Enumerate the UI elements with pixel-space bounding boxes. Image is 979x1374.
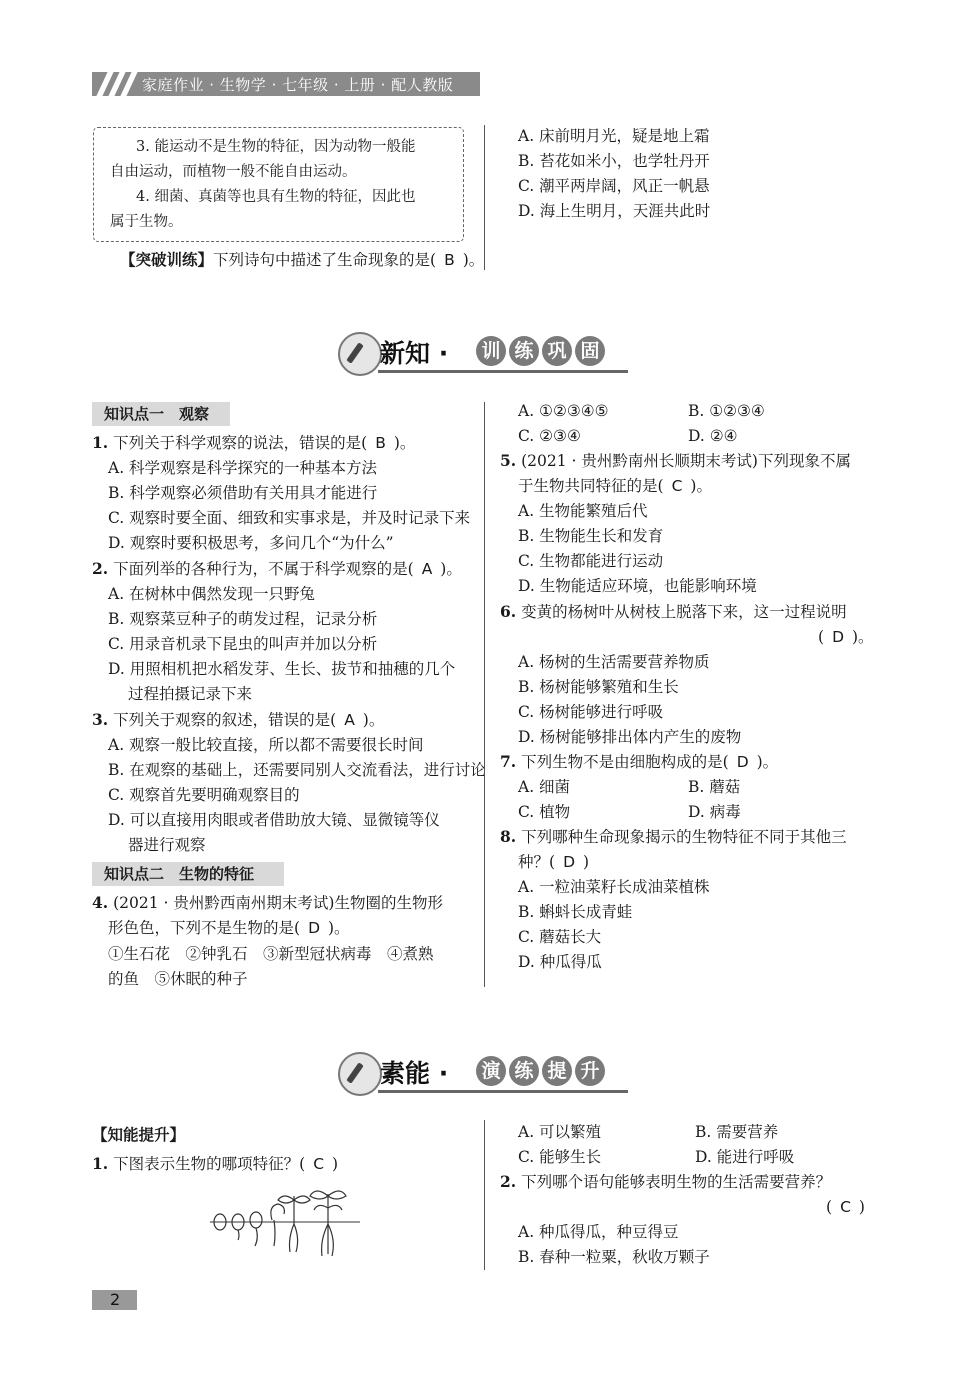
bottom-question-1: 1. 下图表示生物的哪项特征？( C ) [92,1154,339,1173]
column-divider [484,402,485,987]
question-5: 5. (2021 · 贵州黔南州长顺期末考试)下列现象不属 [500,451,851,470]
option: A. 科学观察是科学探究的一种基本方法 [108,459,378,477]
question-1: 1. 下列关于科学观察的说法，错误的是( B )。 [92,433,416,452]
header-bar [92,72,480,96]
question-6: 6. 变黄的杨树叶从树枝上脱落下来，这一过程说明 [500,602,847,621]
answer: B [444,251,455,269]
question-5-cont: 于生物共同特征的是( C )。 [518,477,712,495]
pen-emblem-icon [338,332,382,376]
option: B. 苔花如米小，也学牡丹开 [518,152,710,170]
answer: C [671,477,683,495]
plant-growth-illustration [210,1180,360,1260]
section-title-competence: 素能 · 演 练 提 升 [338,1050,638,1100]
option: B. 需要营养 [695,1123,779,1141]
ability-label: 【知能提升】 [92,1126,186,1144]
option: A. 杨树的生活需要营养物质 [518,653,710,671]
question-8: 8. 下列哪种生命现象揭示的生物特征不同于其他三 [500,827,847,846]
option: D. 能进行呼吸 [695,1148,795,1166]
option: B. 蘑菇 [688,778,741,796]
question-8-cont: 种？( D ) [518,853,590,871]
option: C. 潮平两岸阔，风正一帆悬 [518,177,710,195]
knowledge-point-2: 知识点二 生物的特征 [92,862,284,886]
answer: A [344,711,355,729]
question-7: 7. 下列生物不是由细胞构成的是( D )。 [500,752,779,771]
question-4-items: ①生石花 ②钟乳石 ③新型冠状病毒 ④煮熟 [108,945,434,963]
header-slash-icon [92,72,140,96]
option: D. 生物能适应环境，也能影响环境 [518,577,757,595]
header-title: 家庭作业 · 生物学 · 七年级 · 上册 · 配人教版 [142,76,454,94]
option: B. 观察菜豆种子的萌发过程，记录分析 [108,610,378,628]
answer: A [421,560,433,578]
option: A. 细菌 [518,778,571,796]
question-4-items: 的鱼 ⑤休眠的种子 [108,970,248,988]
option: B. 生物能生长和发育 [518,527,664,545]
knowledge-point-1: 知识点一 观察 [92,402,230,426]
question-6-answer: ( D )。 [818,628,874,646]
option: D. 海上生明月，天涯共此时 [518,202,711,220]
question-4-cont: 形色色，下列不是生物的是( D )。 [108,919,350,937]
option: D. 杨树能够排出体内产生的废物 [518,728,742,746]
option: A. 可以繁殖 [518,1123,602,1141]
answer: C [313,1155,325,1173]
answer: C [840,1198,851,1216]
option: D. 病毒 [688,803,741,821]
breakthrough-label: 【突破训练】 [120,251,214,269]
option: A. 床前明月光，疑是地上霜 [518,127,710,145]
option: A. 生物能繁殖后代 [518,502,648,520]
answer: D [736,753,749,771]
option: D. 可以直接用肉眼或者借助放大镜、显微镜等仪 [108,811,440,829]
option: D. ②④ [688,427,738,445]
question-3: 3. 下列关于观察的叙述，错误的是( A )。 [92,710,385,729]
pen-emblem-icon [338,1052,382,1096]
bottom-question-2-answer: ( C ) [826,1198,865,1216]
option: C. 蘑菇长大 [518,928,602,946]
option: A. 一粒油菜籽长成油菜植株 [518,878,710,896]
option: C. 观察时要全面、细致和实事求是，并及时记录下来 [108,509,471,527]
column-divider [484,1120,485,1270]
option: C. 观察首先要明确观察目的 [108,786,300,804]
answer: D [563,853,575,871]
option-continued: 过程拍摄记录下来 [128,685,253,703]
option: C. 能够生长 [518,1148,602,1166]
option: B. 春种一粒粟，秋收万颗子 [518,1248,710,1266]
option: A. 在树林中偶然发现一只野兔 [108,585,316,603]
question-4: 4. (2021 · 贵州黔西南州期末考试)生物圈的生物形 [92,893,443,912]
page-number-box [92,1290,137,1310]
answer: D [308,919,320,937]
option: D. 用照相机把水稻发芽、生长、拔节和抽穗的几个 [108,660,456,678]
tip-line: 属于生物。 [110,214,183,230]
option: B. ①②③④ [688,402,765,420]
option: D. 种瓜得瓜 [518,953,602,971]
option: D. 观察时要积极思考，多问几个“为什么” [108,534,394,552]
option: A. ①②③④⑤ [518,402,609,420]
option: B. 科学观察必须借助有关用具才能进行 [108,484,378,502]
tip-line: 4. 细菌、真菌等也具有生物的特征，因此也 [136,189,416,205]
option: B. 蝌蚪长成青蛙 [518,903,633,921]
option: C. 用录音机录下昆虫的叫声并加以分析 [108,635,378,653]
option: B. 杨树能够繁殖和生长 [518,678,679,696]
option: A. 观察一般比较直接，所以都不需要很长时间 [108,736,424,754]
option: B. 在观察的基础上，还需要同别人交流看法，进行讨论 [108,761,486,779]
tip-line: 自由运动，而植物一般不能自由运动。 [110,164,357,180]
column-divider [484,125,485,270]
option: C. ②③④ [518,427,581,445]
answer: B [375,434,386,452]
option: C. 生物都能进行运动 [518,552,664,570]
bottom-question-2: 2. 下列哪个语句能够表明生物的生活需要营养？ [500,1172,832,1191]
tip-box [93,127,464,242]
tip-line: 3. 能运动不是生物的特征，因为动物一般能 [136,139,416,155]
page-number: 2 [110,1290,121,1309]
section-title-new-knowledge: 新知 · 训 练 巩 固 [338,330,638,380]
option: C. 植物 [518,803,571,821]
option: A. 种瓜得瓜，种豆得豆 [518,1223,679,1241]
question-2: 2. 下面列举的各种行为，不属于科学观察的是( A )。 [92,559,462,578]
answer: D [832,628,844,646]
option-continued: 器进行观察 [128,836,206,854]
breakthrough-question: 【突破训练】下列诗句中描述了生命现象的是( B )。 [120,251,485,269]
option: C. 杨树能够进行呼吸 [518,703,664,721]
